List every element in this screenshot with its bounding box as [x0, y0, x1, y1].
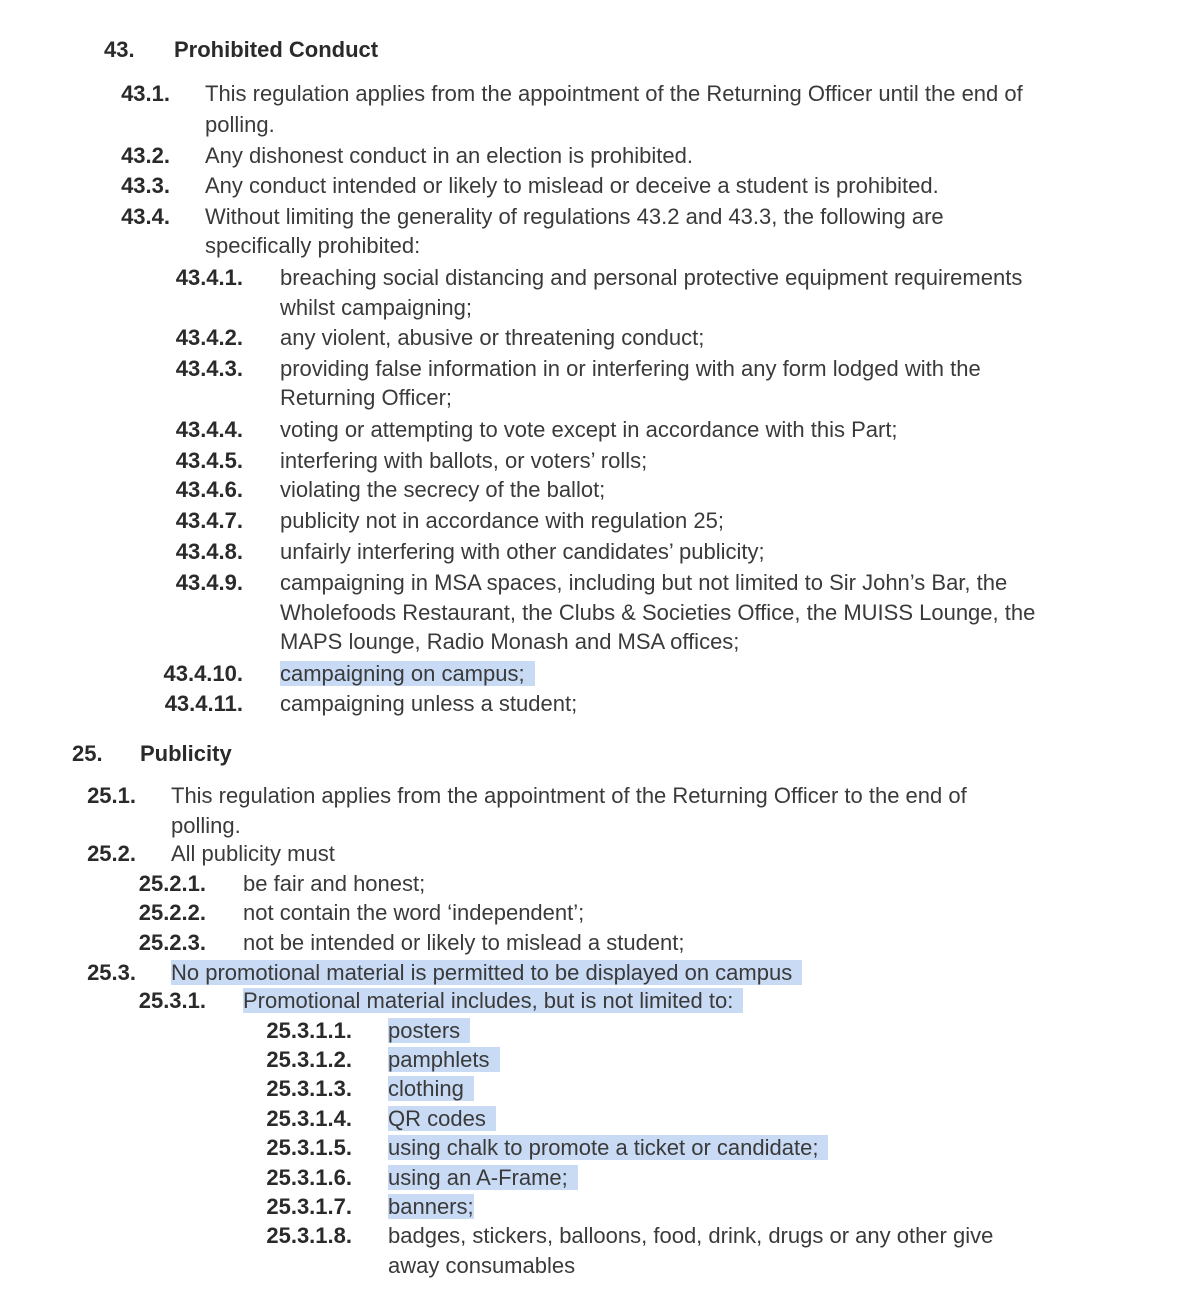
item-number: 25.3.1.3. [266, 1076, 352, 1101]
subclause-number: 25.2.3. [138, 930, 206, 955]
highlighted-text[interactable]: clothing [388, 1076, 474, 1101]
subclause-text: MAPS lounge, Radio Monash and MSA offices; [280, 629, 740, 654]
clause-text: This regulation applies from the appointment of the Returning Officer until the end of [205, 81, 1023, 106]
subclause-number: 43.4.11. [164, 691, 243, 716]
subclause-text: voting or attempting to vote except in accordance with this Part; [280, 417, 898, 442]
clause-text: Any conduct intended or likely to mislead or deceive a student is prohibited. [205, 173, 939, 198]
clause-text: This regulation applies from the appointment of the Returning Officer to the end of [171, 783, 967, 808]
subclause-text: be fair and honest; [243, 871, 426, 896]
subclause-number: 25.2.1. [138, 871, 206, 896]
subclause-text: campaigning in MSA spaces, including but not limited to Sir John’s Bar, the [280, 570, 1008, 595]
highlighted-text[interactable]: Promotional material includes, but is not limited to: [243, 988, 743, 1013]
subclause-text: publicity not in accordance with regulation 25; [280, 508, 724, 533]
subclause-number: 43.4.6. [175, 477, 243, 502]
subclause-number: 43.4.9. [175, 570, 243, 595]
subclause-number: 43.4.4. [175, 417, 243, 442]
highlighted-text[interactable]: pamphlets [388, 1047, 500, 1072]
subclause-text: providing false information in or interfering with any form lodged with the [280, 356, 981, 381]
subclause-text: Wholefoods Restaurant, the Clubs & Societies Office, the MUISS Lounge, the [280, 600, 1036, 625]
highlighted-text[interactable]: No promotional material is permitted to be displayed on campus [171, 960, 802, 985]
highlighted-text[interactable]: using an A-Frame; [388, 1165, 578, 1190]
clause-text: All publicity must [171, 841, 335, 866]
clause-number: 43.2. [121, 143, 170, 168]
subclause-text: not be intended or likely to mislead a student; [243, 930, 685, 955]
item-text: away consumables [388, 1253, 576, 1278]
subclause-number: 25.3.1. [138, 988, 206, 1013]
highlighted-text[interactable]: campaigning on campus; [280, 661, 535, 686]
clause-text: Any dishonest conduct in an election is prohibited. [205, 143, 693, 168]
subclause-text: Returning Officer; [280, 385, 453, 410]
subclause-text: breaching social distancing and personal protective equipment requirements [280, 265, 1023, 290]
item-number: 25.3.1.2. [266, 1047, 352, 1072]
subclause-number: 43.4.2. [175, 325, 243, 350]
subclause-number: 43.4.5. [175, 448, 243, 473]
subclause-text: whilst campaigning; [280, 295, 472, 320]
item-number: 25.3.1.5. [266, 1135, 352, 1160]
clause-number: 43.4. [121, 204, 170, 229]
subclause-text: campaigning unless a student; [280, 691, 578, 716]
item-text: badges, stickers, balloons, food, drink, drugs or any other give [388, 1223, 994, 1248]
section-number: 25. [72, 741, 103, 766]
item-number: 25.3.1.6. [266, 1165, 352, 1190]
section-number: 43. [104, 37, 135, 62]
subclause-text: interfering with ballots, or voters’ rolls; [280, 448, 648, 473]
subclause-text: unfairly interfering with other candidates’ publicity; [280, 539, 765, 564]
item-number: 25.3.1.4. [266, 1106, 352, 1131]
highlighted-text[interactable]: QR codes [388, 1106, 496, 1131]
section-title: Publicity [140, 741, 232, 766]
subclause-text: violating the secrecy of the ballot; [280, 477, 606, 502]
subclause-text: not contain the word ‘independent’; [243, 900, 585, 925]
clause-text: specifically prohibited: [205, 233, 421, 258]
subclause-number: 43.4.1. [175, 265, 243, 290]
highlighted-text[interactable]: using chalk to promote a ticket or candidate; [388, 1135, 828, 1160]
item-number: 25.3.1.8. [266, 1223, 352, 1248]
clause-number: 25.2. [87, 841, 136, 866]
subclause-number: 43.4.3. [175, 356, 243, 381]
clause-number: 43.1. [121, 81, 170, 106]
subclause-number: 43.4.7. [175, 508, 243, 533]
item-number: 25.3.1.1. [266, 1018, 352, 1043]
clause-number: 43.3. [121, 173, 170, 198]
subclause-number: 43.4.10. [163, 661, 243, 686]
clause-text: polling. [171, 813, 241, 838]
clause-text: Without limiting the generality of regulations 43.2 and 43.3, the following are [205, 204, 944, 229]
highlighted-text[interactable]: banners; [388, 1194, 474, 1219]
subclause-number: 43.4.8. [175, 539, 243, 564]
subclause-text: any violent, abusive or threatening conduct; [280, 325, 705, 350]
clause-number: 25.1. [87, 783, 136, 808]
highlighted-text[interactable]: posters [388, 1018, 470, 1043]
item-number: 25.3.1.7. [266, 1194, 352, 1219]
clause-text: polling. [205, 112, 275, 137]
section-title: Prohibited Conduct [174, 37, 379, 62]
clause-number: 25.3. [87, 960, 136, 985]
subclause-number: 25.2.2. [138, 900, 206, 925]
